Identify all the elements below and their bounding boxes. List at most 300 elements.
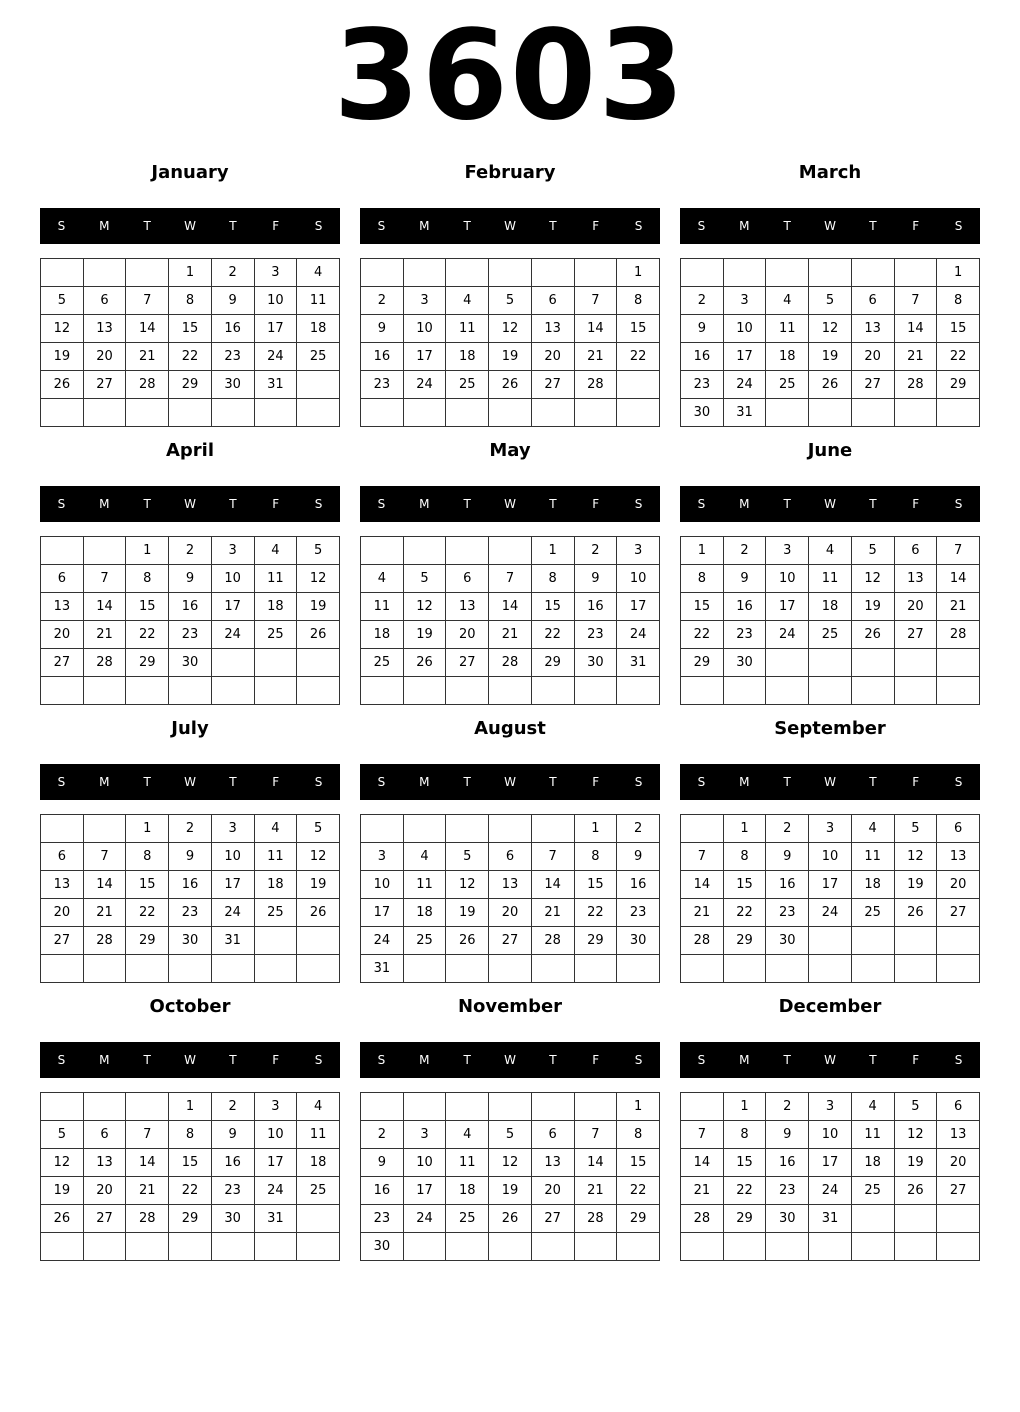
week-row bbox=[41, 565, 340, 593]
day-cell bbox=[489, 1233, 532, 1261]
day-cell: 11 bbox=[254, 843, 297, 871]
day-cell: 26 bbox=[489, 371, 532, 399]
week-row bbox=[681, 315, 980, 343]
day-cell: 2 bbox=[681, 287, 724, 315]
day-cell bbox=[254, 927, 297, 955]
day-cell bbox=[361, 1093, 404, 1121]
day-cell: 14 bbox=[83, 871, 126, 899]
weekday-header-bar bbox=[40, 1042, 340, 1078]
day-cell: 16 bbox=[169, 593, 212, 621]
day-cell: 13 bbox=[894, 565, 937, 593]
weekday-header: S bbox=[57, 497, 66, 511]
day-cell bbox=[617, 1233, 660, 1261]
day-cell: 14 bbox=[937, 565, 980, 593]
day-cell: 15 bbox=[617, 1149, 660, 1177]
day-cell: 19 bbox=[403, 621, 446, 649]
month-name: January bbox=[151, 162, 229, 183]
day-cell bbox=[126, 1093, 169, 1121]
day-cell: 22 bbox=[126, 899, 169, 927]
day-cell: 13 bbox=[83, 1149, 126, 1177]
day-cell bbox=[83, 815, 126, 843]
day-cell bbox=[809, 927, 852, 955]
day-cell bbox=[809, 1233, 852, 1261]
day-cell: 5 bbox=[809, 287, 852, 315]
day-cell bbox=[211, 955, 254, 983]
day-cell: 11 bbox=[361, 593, 404, 621]
day-cell: 28 bbox=[489, 649, 532, 677]
day-cell: 14 bbox=[681, 1149, 724, 1177]
day-cell: 17 bbox=[211, 593, 254, 621]
day-cell bbox=[766, 399, 809, 427]
day-cell bbox=[489, 677, 532, 705]
weekday-header: S bbox=[697, 1053, 706, 1067]
month-name: April bbox=[165, 440, 215, 461]
day-cell: 30 bbox=[361, 1233, 404, 1261]
day-cell: 28 bbox=[937, 621, 980, 649]
day-cell: 24 bbox=[254, 1177, 297, 1205]
weekday-header-bar bbox=[680, 764, 980, 800]
day-cell: 2 bbox=[361, 287, 404, 315]
week-row bbox=[681, 621, 980, 649]
day-cell bbox=[809, 677, 852, 705]
day-cell: 22 bbox=[681, 621, 724, 649]
day-cell: 15 bbox=[531, 593, 574, 621]
day-cell: 27 bbox=[531, 371, 574, 399]
week-row bbox=[361, 259, 660, 287]
day-cell: 15 bbox=[681, 593, 724, 621]
week-row bbox=[681, 565, 980, 593]
day-cell: 8 bbox=[574, 843, 617, 871]
day-cell: 1 bbox=[681, 537, 724, 565]
day-cell: 18 bbox=[851, 1149, 894, 1177]
day-cell bbox=[937, 955, 980, 983]
day-cell: 29 bbox=[723, 1205, 766, 1233]
day-cell: 2 bbox=[766, 815, 809, 843]
day-cell: 23 bbox=[766, 1177, 809, 1205]
week-row bbox=[41, 1177, 340, 1205]
day-cell: 23 bbox=[766, 899, 809, 927]
day-cell: 18 bbox=[254, 871, 297, 899]
day-cell: 10 bbox=[809, 1121, 852, 1149]
day-cell bbox=[937, 1233, 980, 1261]
day-cell: 5 bbox=[41, 1121, 84, 1149]
day-cell bbox=[574, 1233, 617, 1261]
day-cell: 22 bbox=[617, 1177, 660, 1205]
day-cell: 29 bbox=[723, 927, 766, 955]
day-cell: 13 bbox=[937, 843, 980, 871]
day-cell bbox=[937, 649, 980, 677]
week-row bbox=[681, 1233, 980, 1261]
day-cell: 20 bbox=[83, 1177, 126, 1205]
week-row bbox=[41, 1233, 340, 1261]
day-cell: 4 bbox=[297, 1093, 340, 1121]
week-row bbox=[681, 1093, 980, 1121]
day-cell: 27 bbox=[489, 927, 532, 955]
day-cell bbox=[766, 649, 809, 677]
week-row bbox=[361, 1233, 660, 1261]
day-cell: 9 bbox=[211, 287, 254, 315]
week-row bbox=[681, 287, 980, 315]
day-cell: 30 bbox=[766, 1205, 809, 1233]
weekday-header: T bbox=[549, 775, 557, 789]
week-row bbox=[361, 315, 660, 343]
day-cell: 18 bbox=[851, 871, 894, 899]
day-cell: 19 bbox=[446, 899, 489, 927]
day-cell: 25 bbox=[254, 621, 297, 649]
day-cell: 1 bbox=[617, 1093, 660, 1121]
day-cell: 11 bbox=[809, 565, 852, 593]
day-cell: 19 bbox=[894, 1149, 937, 1177]
day-cell: 13 bbox=[41, 593, 84, 621]
day-cell: 15 bbox=[723, 1149, 766, 1177]
month-name: October bbox=[149, 996, 231, 1017]
day-cell bbox=[126, 1233, 169, 1261]
weekday-header-bar bbox=[360, 486, 660, 522]
weekday-header: S bbox=[314, 1053, 323, 1067]
weekday-header: W bbox=[504, 775, 516, 789]
day-cell: 22 bbox=[531, 621, 574, 649]
week-row bbox=[361, 677, 660, 705]
day-cell: 20 bbox=[531, 343, 574, 371]
day-cell: 23 bbox=[211, 343, 254, 371]
day-cell: 3 bbox=[809, 1093, 852, 1121]
weekday-header-bar bbox=[680, 208, 980, 244]
day-cell bbox=[937, 399, 980, 427]
day-cell: 22 bbox=[723, 899, 766, 927]
weekday-header: S bbox=[57, 219, 66, 233]
week-row bbox=[681, 871, 980, 899]
week-row bbox=[41, 871, 340, 899]
day-cell: 25 bbox=[361, 649, 404, 677]
day-cell: 26 bbox=[851, 621, 894, 649]
day-cell: 2 bbox=[766, 1093, 809, 1121]
day-cell: 8 bbox=[169, 1121, 212, 1149]
day-cell: 22 bbox=[723, 1177, 766, 1205]
weekday-header: T bbox=[229, 1053, 237, 1067]
day-cell: 11 bbox=[851, 843, 894, 871]
day-cell: 10 bbox=[723, 315, 766, 343]
day-cell bbox=[169, 955, 212, 983]
day-cell: 5 bbox=[851, 537, 894, 565]
day-cell: 11 bbox=[446, 1149, 489, 1177]
day-cell bbox=[574, 677, 617, 705]
day-cell: 31 bbox=[254, 1205, 297, 1233]
day-cell: 7 bbox=[126, 1121, 169, 1149]
week-row bbox=[361, 843, 660, 871]
day-cell: 11 bbox=[254, 565, 297, 593]
weekday-header: S bbox=[697, 219, 706, 233]
day-cell: 19 bbox=[297, 871, 340, 899]
week-row bbox=[41, 899, 340, 927]
week-row bbox=[41, 593, 340, 621]
day-cell: 14 bbox=[574, 1149, 617, 1177]
weekday-header-bar bbox=[360, 1042, 660, 1078]
day-cell: 6 bbox=[41, 565, 84, 593]
day-cell: 18 bbox=[297, 315, 340, 343]
day-cell: 5 bbox=[297, 815, 340, 843]
day-cell bbox=[126, 677, 169, 705]
week-row bbox=[361, 815, 660, 843]
day-cell bbox=[894, 955, 937, 983]
weekday-header: W bbox=[504, 219, 516, 233]
day-grid bbox=[40, 258, 340, 427]
day-cell bbox=[403, 537, 446, 565]
weekday-header: S bbox=[57, 775, 66, 789]
day-cell: 12 bbox=[403, 593, 446, 621]
day-cell: 20 bbox=[937, 871, 980, 899]
day-cell: 2 bbox=[574, 537, 617, 565]
day-cell: 18 bbox=[254, 593, 297, 621]
day-cell bbox=[83, 537, 126, 565]
day-cell: 28 bbox=[126, 371, 169, 399]
day-cell: 9 bbox=[766, 1121, 809, 1149]
day-cell bbox=[126, 399, 169, 427]
week-row bbox=[41, 537, 340, 565]
day-cell: 28 bbox=[83, 649, 126, 677]
day-cell bbox=[489, 955, 532, 983]
day-cell bbox=[83, 955, 126, 983]
day-cell: 13 bbox=[851, 315, 894, 343]
weekday-header: M bbox=[739, 219, 750, 233]
day-cell: 26 bbox=[809, 371, 852, 399]
weekday-header: M bbox=[419, 497, 430, 511]
day-cell: 12 bbox=[297, 843, 340, 871]
day-cell: 23 bbox=[361, 1205, 404, 1233]
weekday-header: F bbox=[272, 219, 280, 233]
day-cell: 9 bbox=[169, 843, 212, 871]
day-cell: 25 bbox=[446, 1205, 489, 1233]
day-cell: 27 bbox=[851, 371, 894, 399]
day-cell: 4 bbox=[297, 259, 340, 287]
day-cell: 17 bbox=[361, 899, 404, 927]
day-cell: 30 bbox=[211, 371, 254, 399]
day-cell: 28 bbox=[894, 371, 937, 399]
weekday-header: F bbox=[912, 497, 920, 511]
day-cell: 1 bbox=[169, 1093, 212, 1121]
day-cell: 18 bbox=[446, 1177, 489, 1205]
day-cell: 2 bbox=[169, 815, 212, 843]
day-cell: 3 bbox=[617, 537, 660, 565]
day-cell: 12 bbox=[851, 565, 894, 593]
day-cell: 4 bbox=[361, 565, 404, 593]
day-cell: 23 bbox=[617, 899, 660, 927]
day-cell bbox=[723, 1233, 766, 1261]
weekday-header: F bbox=[592, 1053, 600, 1067]
day-grid bbox=[360, 1092, 660, 1261]
day-cell: 6 bbox=[531, 287, 574, 315]
day-cell: 28 bbox=[574, 1205, 617, 1233]
day-cell: 13 bbox=[531, 1149, 574, 1177]
day-cell: 29 bbox=[126, 927, 169, 955]
day-cell: 10 bbox=[403, 315, 446, 343]
weekday-header: W bbox=[824, 775, 836, 789]
day-cell: 10 bbox=[766, 565, 809, 593]
day-cell: 12 bbox=[41, 1149, 84, 1177]
day-cell: 8 bbox=[531, 565, 574, 593]
week-row bbox=[41, 621, 340, 649]
day-cell: 2 bbox=[723, 537, 766, 565]
day-cell: 14 bbox=[126, 315, 169, 343]
week-row bbox=[681, 677, 980, 705]
day-grid bbox=[40, 536, 340, 705]
day-cell bbox=[766, 677, 809, 705]
day-cell: 4 bbox=[851, 815, 894, 843]
weekday-header: T bbox=[463, 1053, 471, 1067]
day-cell bbox=[403, 1093, 446, 1121]
day-cell: 5 bbox=[297, 537, 340, 565]
day-cell bbox=[41, 677, 84, 705]
week-row bbox=[361, 371, 660, 399]
day-cell bbox=[489, 537, 532, 565]
day-cell: 17 bbox=[809, 1149, 852, 1177]
day-cell: 7 bbox=[681, 843, 724, 871]
day-cell: 8 bbox=[617, 1121, 660, 1149]
day-cell: 29 bbox=[169, 1205, 212, 1233]
day-cell: 23 bbox=[574, 621, 617, 649]
weekday-header: T bbox=[143, 219, 151, 233]
day-cell bbox=[254, 955, 297, 983]
weekday-header-bar bbox=[40, 764, 340, 800]
month-name: August bbox=[474, 718, 546, 739]
day-cell bbox=[809, 649, 852, 677]
day-cell: 17 bbox=[617, 593, 660, 621]
weekday-header: S bbox=[634, 1053, 643, 1067]
day-cell bbox=[211, 1233, 254, 1261]
day-cell: 25 bbox=[254, 899, 297, 927]
day-cell: 27 bbox=[41, 649, 84, 677]
day-cell: 12 bbox=[41, 315, 84, 343]
day-cell: 24 bbox=[766, 621, 809, 649]
day-cell: 17 bbox=[723, 343, 766, 371]
day-cell bbox=[41, 1093, 84, 1121]
day-cell: 20 bbox=[446, 621, 489, 649]
day-cell: 30 bbox=[574, 649, 617, 677]
day-cell: 13 bbox=[41, 871, 84, 899]
day-cell bbox=[531, 259, 574, 287]
day-cell: 2 bbox=[211, 259, 254, 287]
day-cell: 15 bbox=[723, 871, 766, 899]
week-row bbox=[41, 399, 340, 427]
day-cell bbox=[851, 1233, 894, 1261]
weekday-header: F bbox=[592, 775, 600, 789]
day-cell: 7 bbox=[894, 287, 937, 315]
weekday-header: S bbox=[634, 775, 643, 789]
day-cell: 7 bbox=[574, 1121, 617, 1149]
day-cell bbox=[297, 1233, 340, 1261]
day-cell: 25 bbox=[297, 343, 340, 371]
day-cell: 1 bbox=[723, 815, 766, 843]
day-cell bbox=[361, 677, 404, 705]
day-cell: 21 bbox=[83, 621, 126, 649]
day-cell: 8 bbox=[126, 843, 169, 871]
day-cell: 2 bbox=[169, 537, 212, 565]
weekday-header: T bbox=[869, 1053, 877, 1067]
day-cell: 18 bbox=[297, 1149, 340, 1177]
day-cell: 15 bbox=[937, 315, 980, 343]
day-cell: 26 bbox=[446, 927, 489, 955]
day-cell: 31 bbox=[361, 955, 404, 983]
day-cell: 20 bbox=[41, 899, 84, 927]
year-title: 3603 bbox=[333, 4, 687, 148]
weekday-header: M bbox=[739, 775, 750, 789]
day-grid bbox=[680, 814, 980, 983]
week-row bbox=[41, 815, 340, 843]
day-cell: 26 bbox=[297, 621, 340, 649]
day-cell bbox=[403, 955, 446, 983]
weekday-header: T bbox=[869, 775, 877, 789]
day-cell bbox=[617, 371, 660, 399]
week-row bbox=[361, 927, 660, 955]
day-cell: 24 bbox=[809, 1177, 852, 1205]
day-cell: 7 bbox=[83, 565, 126, 593]
weekday-header-bar bbox=[360, 208, 660, 244]
day-cell bbox=[169, 677, 212, 705]
day-cell: 9 bbox=[361, 1149, 404, 1177]
day-cell: 19 bbox=[894, 871, 937, 899]
weekday-header: F bbox=[592, 219, 600, 233]
weekday-header: S bbox=[314, 219, 323, 233]
day-cell: 18 bbox=[809, 593, 852, 621]
weekday-header: M bbox=[419, 775, 430, 789]
day-cell: 31 bbox=[254, 371, 297, 399]
week-row bbox=[361, 287, 660, 315]
day-cell: 12 bbox=[297, 565, 340, 593]
weekday-header: S bbox=[377, 219, 386, 233]
day-cell: 21 bbox=[574, 343, 617, 371]
day-cell: 15 bbox=[169, 1149, 212, 1177]
day-cell: 18 bbox=[766, 343, 809, 371]
month-name: July bbox=[171, 718, 209, 739]
week-row bbox=[41, 927, 340, 955]
day-cell: 30 bbox=[169, 927, 212, 955]
weekday-header: T bbox=[783, 219, 791, 233]
day-cell: 4 bbox=[254, 537, 297, 565]
day-cell: 18 bbox=[403, 899, 446, 927]
day-cell bbox=[254, 649, 297, 677]
day-grid bbox=[680, 536, 980, 705]
day-cell: 27 bbox=[937, 899, 980, 927]
day-cell: 14 bbox=[894, 315, 937, 343]
weekday-header: S bbox=[634, 219, 643, 233]
weekday-header: S bbox=[377, 497, 386, 511]
weekday-header: W bbox=[184, 775, 196, 789]
day-cell: 13 bbox=[531, 315, 574, 343]
weekday-header: F bbox=[272, 775, 280, 789]
day-cell: 9 bbox=[681, 315, 724, 343]
week-row bbox=[361, 399, 660, 427]
day-cell bbox=[169, 1233, 212, 1261]
day-cell: 21 bbox=[937, 593, 980, 621]
weekday-header: F bbox=[912, 1053, 920, 1067]
day-cell: 6 bbox=[894, 537, 937, 565]
weekday-header: S bbox=[697, 775, 706, 789]
week-row bbox=[41, 287, 340, 315]
week-row bbox=[41, 315, 340, 343]
day-cell: 4 bbox=[766, 287, 809, 315]
day-cell bbox=[297, 649, 340, 677]
day-cell: 29 bbox=[126, 649, 169, 677]
day-cell: 4 bbox=[809, 537, 852, 565]
day-grid bbox=[680, 258, 980, 427]
day-cell: 6 bbox=[83, 1121, 126, 1149]
day-cell bbox=[446, 677, 489, 705]
day-cell bbox=[83, 259, 126, 287]
day-cell bbox=[297, 1205, 340, 1233]
day-cell bbox=[361, 259, 404, 287]
day-cell: 24 bbox=[723, 371, 766, 399]
day-cell: 26 bbox=[894, 1177, 937, 1205]
week-row bbox=[41, 955, 340, 983]
